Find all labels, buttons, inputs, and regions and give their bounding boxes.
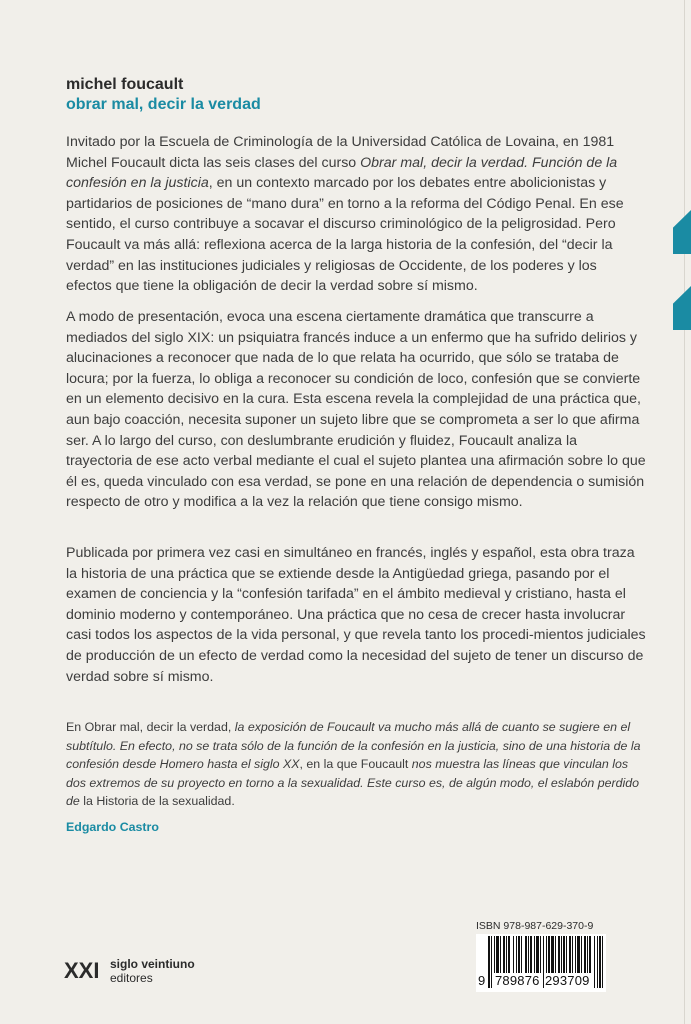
paragraph-1	[66, 132, 646, 297]
barcode-bar	[491, 936, 492, 988]
publisher-subname: editores	[110, 971, 153, 985]
author-name: michel foucault	[66, 76, 184, 93]
barcode-bar	[597, 936, 598, 988]
accent-tab-bottom	[673, 286, 691, 330]
publisher	[110, 957, 195, 985]
paragraph-1-text-a: Invitado por la Escuela de Criminología de la Universidad Católica de Lovaina, en 1981 Michel Foucault dicta las seis clases del curso	[66, 134, 615, 171]
quote-author: Edgardo Castro	[66, 820, 159, 834]
review-quote	[66, 718, 646, 811]
barcode-bar	[599, 936, 601, 988]
isbn-label: ISBN 978-987-629-370-9	[476, 920, 594, 932]
spine-edge-line	[684, 0, 685, 1024]
quote-text-e: la Historia de la sexualidad.	[79, 794, 235, 809]
quote-text-b: la exposición de Foucault va mucho más allá de cuanto se sugiere en el subtítulo. En efecto, no se trata sólo de la función de la confesión en la justicia, sino de una historia de la confesión desde Homero hasta el siglo XX	[66, 720, 641, 772]
accent-tab-top	[673, 210, 691, 254]
paragraph-2: A modo de presentación, evoca una escena ciertamente dramática que transcurre a mediados del siglo XIX: un psiquiatra francés induce a un enfermo que ha sufrido delirios y alucinaciones a reconocer que nada de lo que relata ha ocurrido, que sólo se trataba de locura; por la fuerza, lo obliga a reconocer su condición de loco, confesión que se convierte en un elemento decisivo en la cura. Esta escena revela la complejidad de una práctica que, aun bajo coacción, necesita suponer un sujeto libre que se comprometa a ser lo que afirma ser. A lo largo del curso, con deslumbrante erudición y fluidez, Foucault analiza la trayectoria de ese acto verbal mediante el cual el sujeto plantea una afirmación sobre lo que él es, queda vinculado con esa verdad, se pone en una relación de dependencia o sumisión respecto de otro y modifica a la vez la relación que tiene consigo mismo.	[66, 309, 646, 511]
publisher-logo	[64, 957, 104, 983]
quote-text-d: nos muestra las líneas que vinculan los dos extremos de su proyecto en torno a la sexualidad. Este curso es, de algún modo, el eslabón perdido de	[66, 757, 640, 809]
publisher-logo-text: XXI	[64, 958, 100, 983]
barcode-first-digit: 9	[478, 973, 486, 988]
course-title: Obrar mal, decir la verdad. Función de la confesión en la justicia	[66, 154, 618, 192]
barcode-bar	[602, 936, 603, 988]
paragraph-3: Publicada por primera vez casi en simultáneo en francés, inglés y español, esta obra traza la historia de una práctica que se extiende desde la Antigüedad griega, pasando por el examen de conciencia y la “confesión tarifada” en el ámbito medieval y cristiano, hasta el dominio moderno y contemporáneo. Una práctica que no cesa de crecer hasta involucrar casi todos los aspectos de la vida personal, y que revela tanto los procedi-mientos judiciales de producción de un efecto de verdad como la necesidad del sujeto de tener un discurso de verdad sobre sí mismo.	[66, 545, 646, 685]
barcode-digit-group-2: 293709	[545, 973, 590, 988]
barcode-digit-group-1: 789876	[495, 973, 540, 988]
paragraph-1-text-b: , en un contexto marcado por los debates entre abolicionistas y partidarios de posiciones de “mano dura” en torno a la reforma del Código Penal. En ese sentido, el curso contribuye a socavar el discurso criminológico de la peligrosidad. Pero Foucault va más allá: reflexiona acerca de la larga historia de la confesión, del “decir la verdad” en las instituciones judiciales y religiosas de Occidente, de los poderes y los efectos que tiene la obligación de decir la verdad sobre sí mismo.	[66, 175, 624, 295]
book-title: obrar mal, decir la verdad	[66, 96, 261, 113]
publisher-name: siglo veintiuno	[110, 957, 195, 971]
barcode-bar	[594, 936, 595, 988]
quote-text-a: En Obrar mal, decir la verdad,	[66, 720, 235, 734]
quote-text-c: , en la que Foucault	[299, 757, 412, 772]
barcode-bar	[488, 936, 490, 988]
